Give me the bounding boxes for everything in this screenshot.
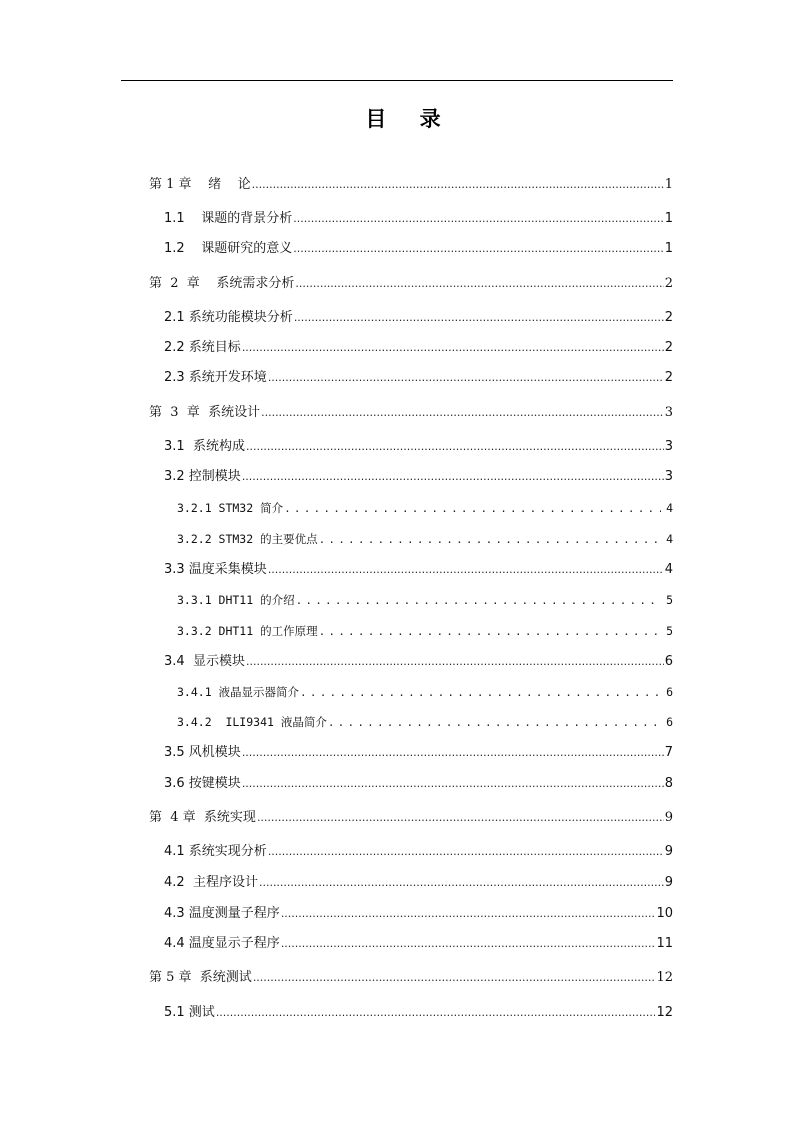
toc-page-number: 1 bbox=[664, 177, 673, 192]
toc-entry-label: 3.4.1 液晶显示器简介 bbox=[177, 685, 300, 699]
leader-dots bbox=[281, 904, 656, 924]
toc-entry-subsection-3-3-2[interactable] bbox=[177, 621, 673, 641]
toc-entry-chapter-1[interactable] bbox=[149, 175, 673, 195]
toc-entry-section-3-2[interactable] bbox=[164, 467, 673, 487]
leader-dots bbox=[294, 308, 664, 328]
toc-page-number: 2 bbox=[664, 340, 673, 355]
toc-entry-label: 3.2 控制模块 bbox=[164, 469, 241, 484]
leader-dots bbox=[319, 621, 661, 642]
toc-page-number: 1 bbox=[664, 241, 673, 256]
leader-dots bbox=[268, 842, 664, 862]
toc-entry-label: 2.1 系统功能模块分析 bbox=[164, 310, 293, 325]
toc-page-number: 3 bbox=[664, 469, 673, 484]
toc-entry-section-3-1[interactable] bbox=[164, 437, 673, 457]
toc-entry-label: 4.3 温度测量子程序 bbox=[164, 906, 280, 921]
toc-entry-label: 3.5 风机模块 bbox=[164, 745, 241, 760]
toc-page-number: 9 bbox=[664, 810, 673, 825]
leader-dots bbox=[284, 498, 661, 519]
toc-page-number: 10 bbox=[656, 906, 673, 921]
leader-dots bbox=[295, 274, 663, 294]
leader-dots bbox=[257, 808, 664, 828]
toc-entry-chapter-3[interactable] bbox=[149, 403, 673, 423]
toc-page-number: 3 bbox=[664, 405, 673, 420]
toc-entry-label: 3.1 系统构成 bbox=[164, 439, 245, 454]
toc-entry-label: 3.4.2 ILI9341 液晶简介 bbox=[177, 715, 327, 729]
leader-dots bbox=[246, 437, 664, 457]
toc-entry-section-4-4[interactable] bbox=[164, 934, 673, 954]
toc-entry-label: 2.3 系统开发环境 bbox=[164, 370, 267, 385]
toc-entry-label: 1.2 课题研究的意义 bbox=[164, 241, 293, 256]
toc-entry-label: 4.4 温度显示子程序 bbox=[164, 936, 280, 951]
toc-page-number: 9 bbox=[664, 875, 673, 890]
toc-entry-label: 第 1 章 绪 论 bbox=[149, 177, 251, 192]
toc-entry-label: 3.6 按键模块 bbox=[164, 776, 241, 791]
toc-entry-subsection-3-4-2[interactable] bbox=[177, 712, 673, 732]
toc-entry-section-2-3[interactable] bbox=[164, 368, 673, 388]
toc-page-number: 5 bbox=[666, 624, 673, 638]
toc-page-number: 3 bbox=[664, 439, 673, 454]
toc-entry-section-1-1[interactable] bbox=[164, 209, 673, 229]
leader-dots bbox=[242, 467, 664, 487]
toc-entry-label: 第 5 章 系统测试 bbox=[149, 970, 252, 985]
toc-page-number: 11 bbox=[656, 936, 673, 951]
toc-entry-section-4-2[interactable] bbox=[164, 873, 673, 893]
leader-dots bbox=[246, 652, 664, 672]
leader-dots bbox=[328, 712, 661, 733]
toc-entry-label: 2.2 系统目标 bbox=[164, 340, 241, 355]
leader-dots bbox=[268, 560, 664, 580]
toc-page-number: 6 bbox=[664, 654, 673, 669]
toc-entry-label: 第 3 章 系统设计 bbox=[149, 405, 261, 420]
toc-entry-chapter-4[interactable] bbox=[149, 808, 673, 828]
leader-dots bbox=[293, 209, 664, 229]
leader-dots bbox=[319, 529, 661, 550]
toc-entry-section-4-1[interactable] bbox=[164, 842, 673, 862]
toc-entry-section-3-3[interactable] bbox=[164, 560, 673, 580]
toc-entry-section-2-1[interactable] bbox=[164, 308, 673, 328]
leader-dots bbox=[296, 590, 661, 611]
toc-entry-section-2-2[interactable] bbox=[164, 338, 673, 358]
toc-entry-subsection-3-2-2[interactable] bbox=[177, 529, 673, 549]
leader-dots bbox=[300, 682, 661, 703]
toc-entry-label: 第 2 章 系统需求分析 bbox=[149, 276, 295, 291]
toc-page-number: 6 bbox=[666, 715, 673, 729]
toc-entry-label: 1.1 课题的背景分析 bbox=[164, 211, 293, 226]
leader-dots bbox=[259, 873, 664, 893]
toc-entry-label: 3.2.2 STM32 的主要优点 bbox=[177, 532, 318, 546]
toc-entry-label: 3.3.1 DHT11 的介绍 bbox=[177, 593, 295, 607]
toc-entry-subsection-3-3-1[interactable] bbox=[177, 590, 673, 610]
toc-page-number: 1 bbox=[664, 211, 673, 226]
leader-dots bbox=[253, 968, 656, 988]
leader-dots bbox=[261, 403, 664, 423]
toc-entry-section-3-5[interactable] bbox=[164, 743, 673, 763]
toc-entry-label: 5.1 测试 bbox=[164, 1005, 215, 1020]
leader-dots bbox=[242, 338, 664, 358]
toc-entry-section-4-3[interactable] bbox=[164, 904, 673, 924]
leader-dots bbox=[242, 743, 664, 763]
toc-entry-label: 3.3 温度采集模块 bbox=[164, 562, 267, 577]
toc-page-number: 2 bbox=[664, 370, 673, 385]
toc-entry-section-1-2[interactable] bbox=[164, 239, 673, 259]
toc-page-number: 4 bbox=[664, 562, 673, 577]
toc-entry-label: 3.2.1 STM32 简介 bbox=[177, 501, 284, 515]
leader-dots bbox=[293, 239, 664, 259]
leader-dots bbox=[216, 1003, 656, 1023]
toc-entry-chapter-2[interactable] bbox=[149, 274, 673, 294]
toc-page-number: 4 bbox=[666, 501, 673, 515]
toc-page-number: 9 bbox=[664, 844, 673, 859]
toc-entry-chapter-5[interactable] bbox=[149, 968, 673, 988]
toc-page-number: 5 bbox=[666, 593, 673, 607]
toc-entry-section-5-1[interactable] bbox=[164, 1003, 673, 1023]
toc-page-number: 8 bbox=[664, 776, 673, 791]
toc-page-number: 7 bbox=[664, 745, 673, 760]
toc-entry-label: 4.2 主程序设计 bbox=[164, 875, 258, 890]
toc-entry-subsection-3-2-1[interactable] bbox=[177, 498, 673, 518]
toc-page-number: 12 bbox=[656, 970, 673, 985]
leader-dots bbox=[268, 368, 664, 388]
toc-entry-label: 第 4 章 系统实现 bbox=[149, 810, 256, 825]
leader-dots bbox=[281, 934, 656, 954]
toc-entry-label: 3.4 显示模块 bbox=[164, 654, 245, 669]
header-rule bbox=[121, 80, 673, 81]
toc-page-number: 4 bbox=[666, 532, 673, 546]
toc-entry-section-3-4[interactable] bbox=[164, 652, 673, 672]
toc-entry-section-3-6[interactable] bbox=[164, 774, 673, 794]
page-title: 目 录 bbox=[365, 107, 454, 131]
leader-dots bbox=[242, 774, 664, 794]
toc-page-number: 2 bbox=[664, 310, 673, 325]
toc-page-number: 6 bbox=[666, 685, 673, 699]
leader-dots bbox=[252, 175, 664, 195]
toc-entry-label: 4.1 系统实现分析 bbox=[164, 844, 267, 859]
toc-page-number: 12 bbox=[656, 1005, 673, 1020]
toc-page-number: 2 bbox=[664, 276, 673, 291]
toc-entry-subsection-3-4-1[interactable] bbox=[177, 682, 673, 702]
toc-entry-label: 3.3.2 DHT11 的工作原理 bbox=[177, 624, 318, 638]
